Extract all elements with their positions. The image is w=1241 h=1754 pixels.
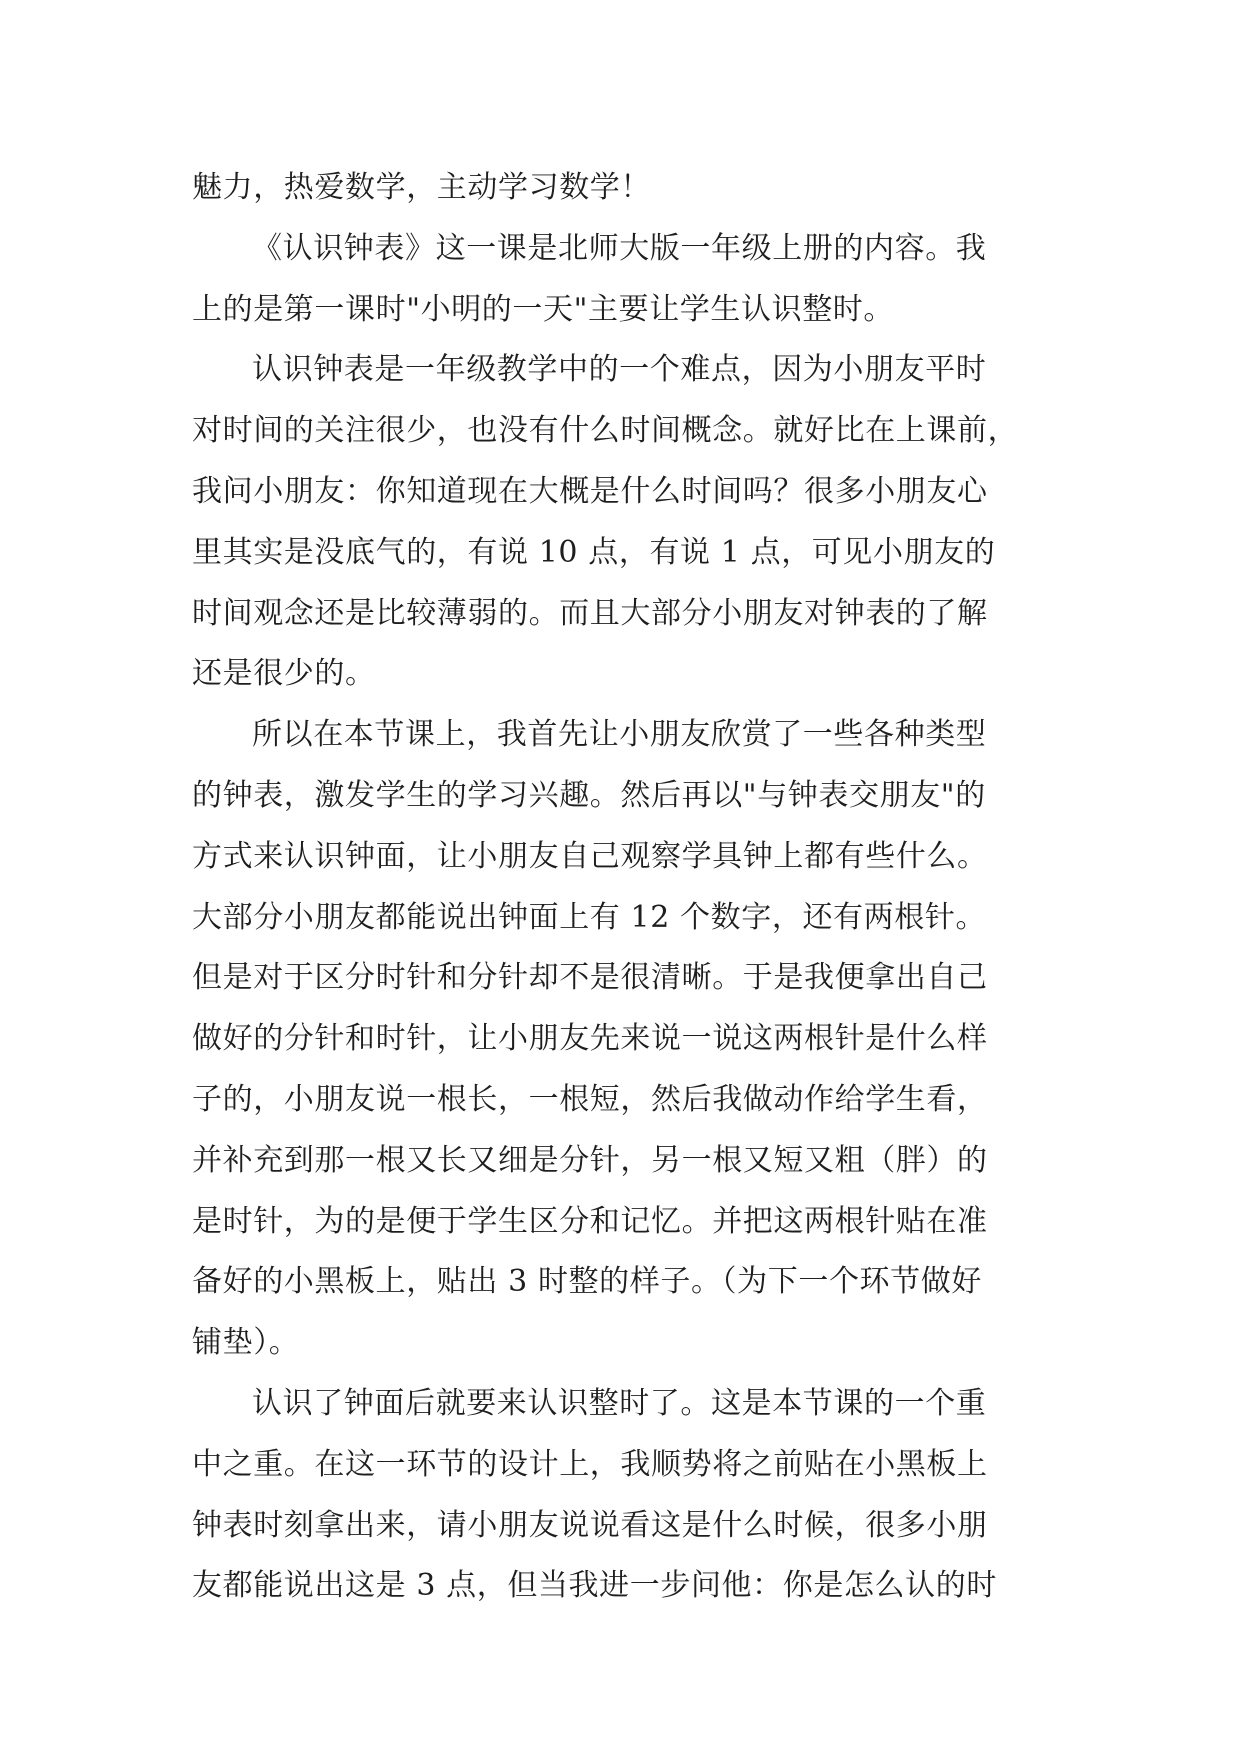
- text-line-1: 魅力，热爱数学，主动学习数学！: [192, 170, 651, 205]
- text-line-23: 钟表时刻拿出来，请小朋友说说看这是什么时候，很多小朋: [192, 1507, 988, 1543]
- text-line-16: 子的，小朋友说一根长，一根短，然后我做动作给学生看，: [192, 1081, 988, 1117]
- text-line-2: 《认识钟表》这一课是北师大版一年级上册的内容。我: [252, 230, 987, 266]
- text-line-24: 友都能说出这是 3 点，但当我进一步问他：你是怎么认的时: [192, 1568, 997, 1604]
- text-line-12: 方式来认识钟面，让小朋友自己观察学具钟上都有些什么。: [192, 838, 988, 874]
- text-line-9: 还是很少的。: [192, 656, 376, 692]
- text-line-11: 的钟表，激发学生的学习兴趣。然后再以"与钟表交朋友"的: [192, 777, 986, 813]
- text-line-3: 上的是第一课时"小明的一天"主要让学生认识整时。: [192, 291, 894, 327]
- text-line-19: 备好的小黑板上，贴出 3 时整的样子。（为下一个环节做好: [192, 1264, 982, 1300]
- text-line-4: 认识钟表是一年级教学中的一个难点，因为小朋友平时: [252, 352, 987, 388]
- text-line-13: 大部分小朋友都能说出钟面上有 12 个数字，还有两根针。: [192, 899, 987, 935]
- text-line-20: 铺垫）。: [192, 1325, 300, 1361]
- text-line-8: 时间观念还是比较薄弱的。而且大部分小朋友对钟表的了解: [192, 595, 988, 631]
- text-line-21: 认识了钟面后就要来认识整时了。这是本节课的一个重: [252, 1385, 987, 1421]
- text-line-15: 做好的分针和时针，让小朋友先来说一说这两根针是什么样: [192, 1021, 988, 1057]
- document-body: [192, 158, 1057, 1617]
- text-line-18: 是时针，为的是便于学生区分和记忆。并把这两根针贴在准: [192, 1203, 988, 1239]
- text-line-6: 我问小朋友：你知道现在大概是什么时间吗？很多小朋友心: [192, 473, 988, 509]
- text-line-17: 并补充到那一根又长又细是分针，另一根又短又粗（胖）的: [192, 1142, 988, 1178]
- text-line-5: 对时间的关注很少，也没有什么时间概念。就好比在上课前，: [192, 413, 1019, 449]
- text-line-22: 中之重。在这一环节的设计上，我顺势将之前贴在小黑板上: [192, 1446, 988, 1482]
- text-line-7: 里其实是没底气的，有说 10 点，有说 1 点，可见小朋友的: [192, 534, 996, 570]
- text-line-14: 但是对于区分时针和分针却不是很清晰。于是我便拿出自己: [192, 960, 988, 996]
- text-line-10: 所以在本节课上，我首先让小朋友欣赏了一些各种类型: [252, 717, 987, 753]
